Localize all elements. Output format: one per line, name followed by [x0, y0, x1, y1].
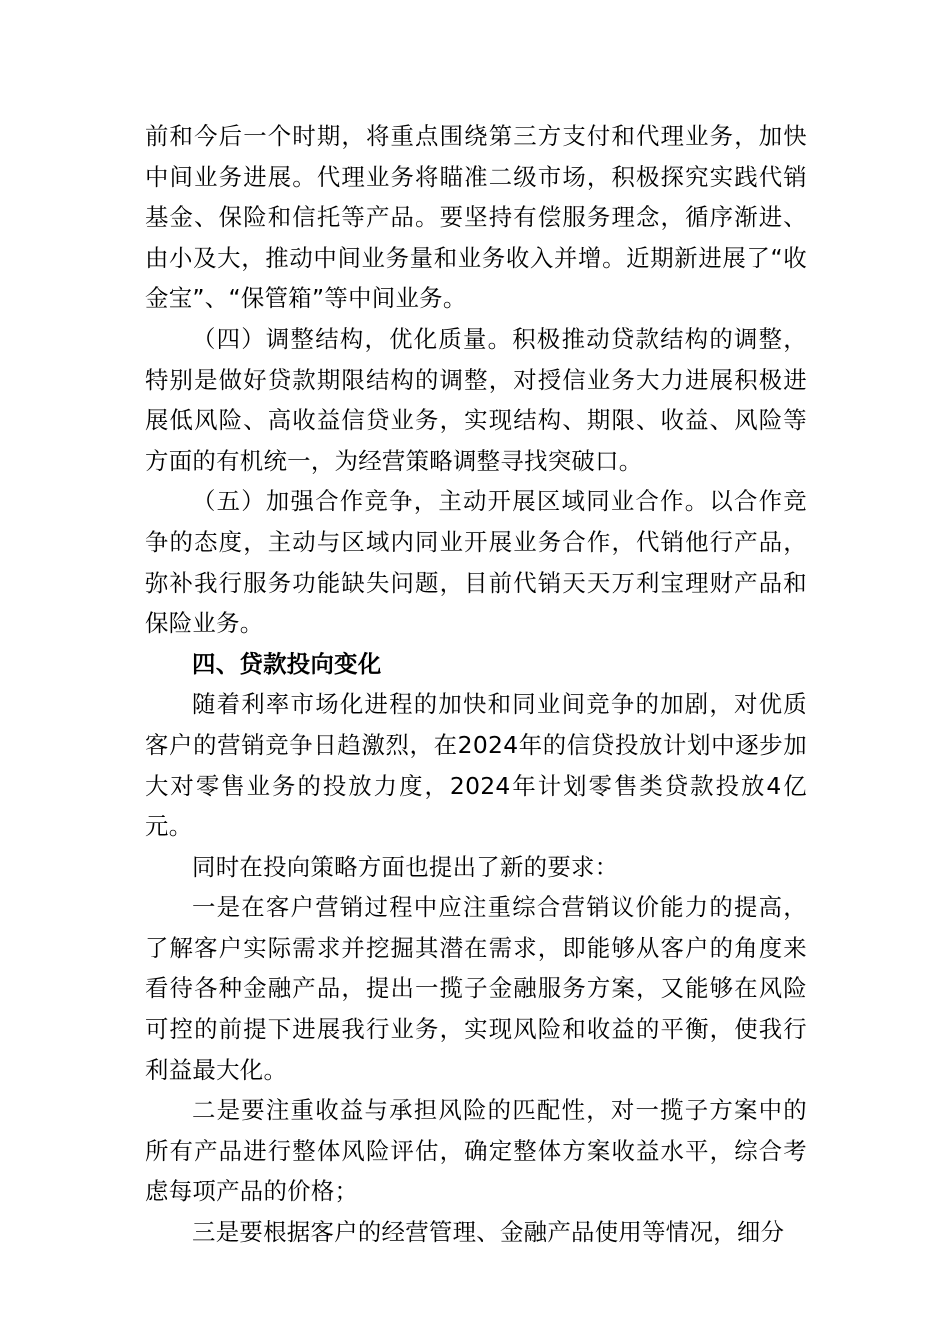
paragraph-interest-rate: 随着利率市场化进程的加快和同业间竞争的加剧，对优质客户的营销竞争日趋激烈，在2024年的信贷投放计划中逐步加大对零售业务的投放力度，2024年计划零售类贷款投放4亿元。	[145, 690, 807, 841]
paragraph-new-requirements: 同时在投向策略方面也提出了新的要求：	[192, 852, 619, 881]
paragraph-point-two: 二是要注重收益与承担风险的匹配性，对一揽子方案中的所有产品进行整体风险评估，确定整体方案收益水平，综合考虑每项产品的价格；	[145, 1096, 807, 1206]
paragraph-point-three: 三是要根据客户的经营管理、金融产品使用等情况，细分	[192, 1218, 785, 1247]
section-heading-loan-direction: 四、贷款投向变化	[192, 649, 382, 678]
document-page	[145, 116, 807, 1253]
paragraph-point-one: 一是在客户营销过程中应注重综合营销议价能力的提高，了解客户实际需求并挖掘其潜在需求，即能够从客户的角度来看待各种金融产品，提出一揽子金融服务方案，又能够在风险可控的前提下进展我行业务，实现风险和收益的平衡，使我行利益最大化。	[145, 893, 807, 1084]
paragraph-cooperation: （五）加强合作竞争，主动开展区域同业合作。以合作竞争的态度，主动与区域内同业开展业务合作，代销他行产品，弥补我行服务功能缺失问题，目前代销天天万利宝理财产品和保险业务。	[145, 487, 807, 638]
paragraph-adjust-structure: （四）调整结构，优化质量。积极推动贷款结构的调整，特别是做好贷款期限结构的调整，对授信业务大力进展积极进展低风险、高收益信贷业务，实现结构、期限、收益、风险等方面的有机统一，为经营策略调整寻找突破口。	[145, 324, 807, 475]
paragraph-intermediate-business: 前和今后一个时期，将重点围绕第三方支付和代理业务，加快中间业务进展。代理业务将瞄准二级市场，积极探究实践代销基金、保险和信托等产品。要坚持有偿服务理念，循序渐进、由小及大，推动中间业务量和业务收入并增。近期新进展了“收金宝”、“保管箱”等中间业务。	[145, 122, 807, 313]
